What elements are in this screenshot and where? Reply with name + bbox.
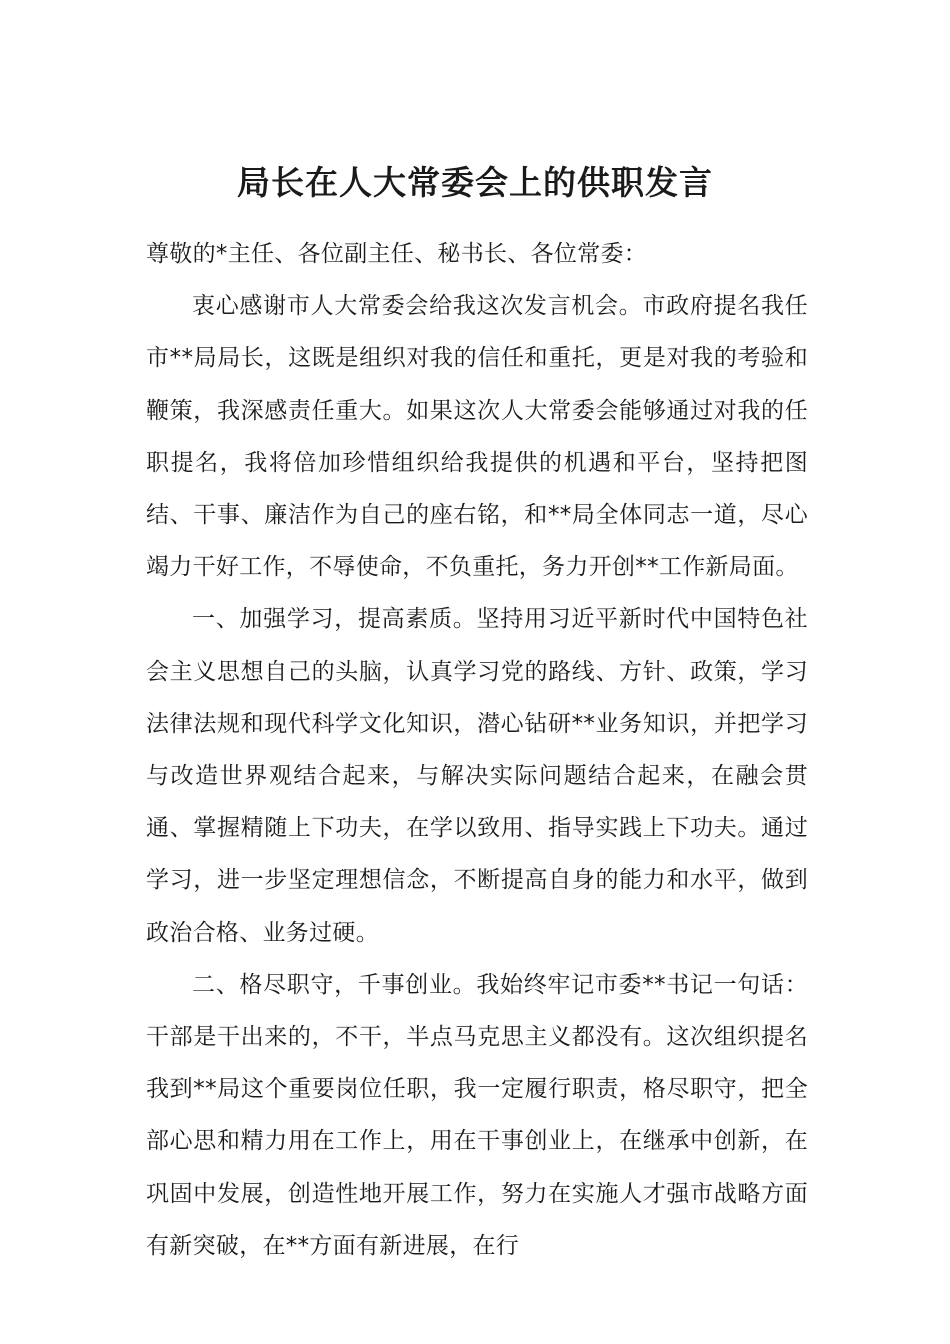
- document-title: 局长在人大常委会上的供职发言: [237, 163, 713, 202]
- salutation: 尊敬的*主任、各位副主任、秘书长、各位常委：: [146, 241, 648, 267]
- paragraph-study: 一、加强学习，提高素质。坚持用习近平新时代中国特色社会主义思想自己的头脑，认真学习党的路线、方针、政策，学习法律法规和现代科学文化知识，潜心钻研**业务知识，并把学习与改造世界观结合起来，与解决实际问题结合起来，在融会贯通、掌握精随上下功夫，在学以致用、指导实践上下功夫。通过学习，进一步坚定理想信念，不断提高自身的能力和水平，做到政治合格、业务过硬。: [146, 606, 808, 946]
- paragraph-thanks: 衷心感谢市人大常委会给我这次发言机会。市政府提名我任市**局局长，这既是组织对我的信任和重托，更是对我的考验和鞭策，我深感责任重大。如果这次人大常委会能够通过对我的任职提名，我将倍加珍惜组织给我提供的机遇和平台，坚持把图结、干事、廉洁作为自己的座右铭，和**局全体同志一道，尽心竭力干好工作，不辱使命，不负重托，务力开创**工作新局面。: [146, 293, 808, 581]
- document-body: [146, 228, 808, 1272]
- paragraph-duty: 二、格尽职守，千事创业。我始终牢记市委**书记一句话：干部是干出来的，不干，半点马克思主义都没有。这次组织提名我到**局这个重要岗位任职，我一定履行职责，格尽职守，把全部心思和精力用在工作上，用在干事创业上，在继承中创新，在巩固中发展，创造性地开展工作，努力在实施人才强市战略方面有新突破，在**方面有新进展，在行: [146, 971, 808, 1259]
